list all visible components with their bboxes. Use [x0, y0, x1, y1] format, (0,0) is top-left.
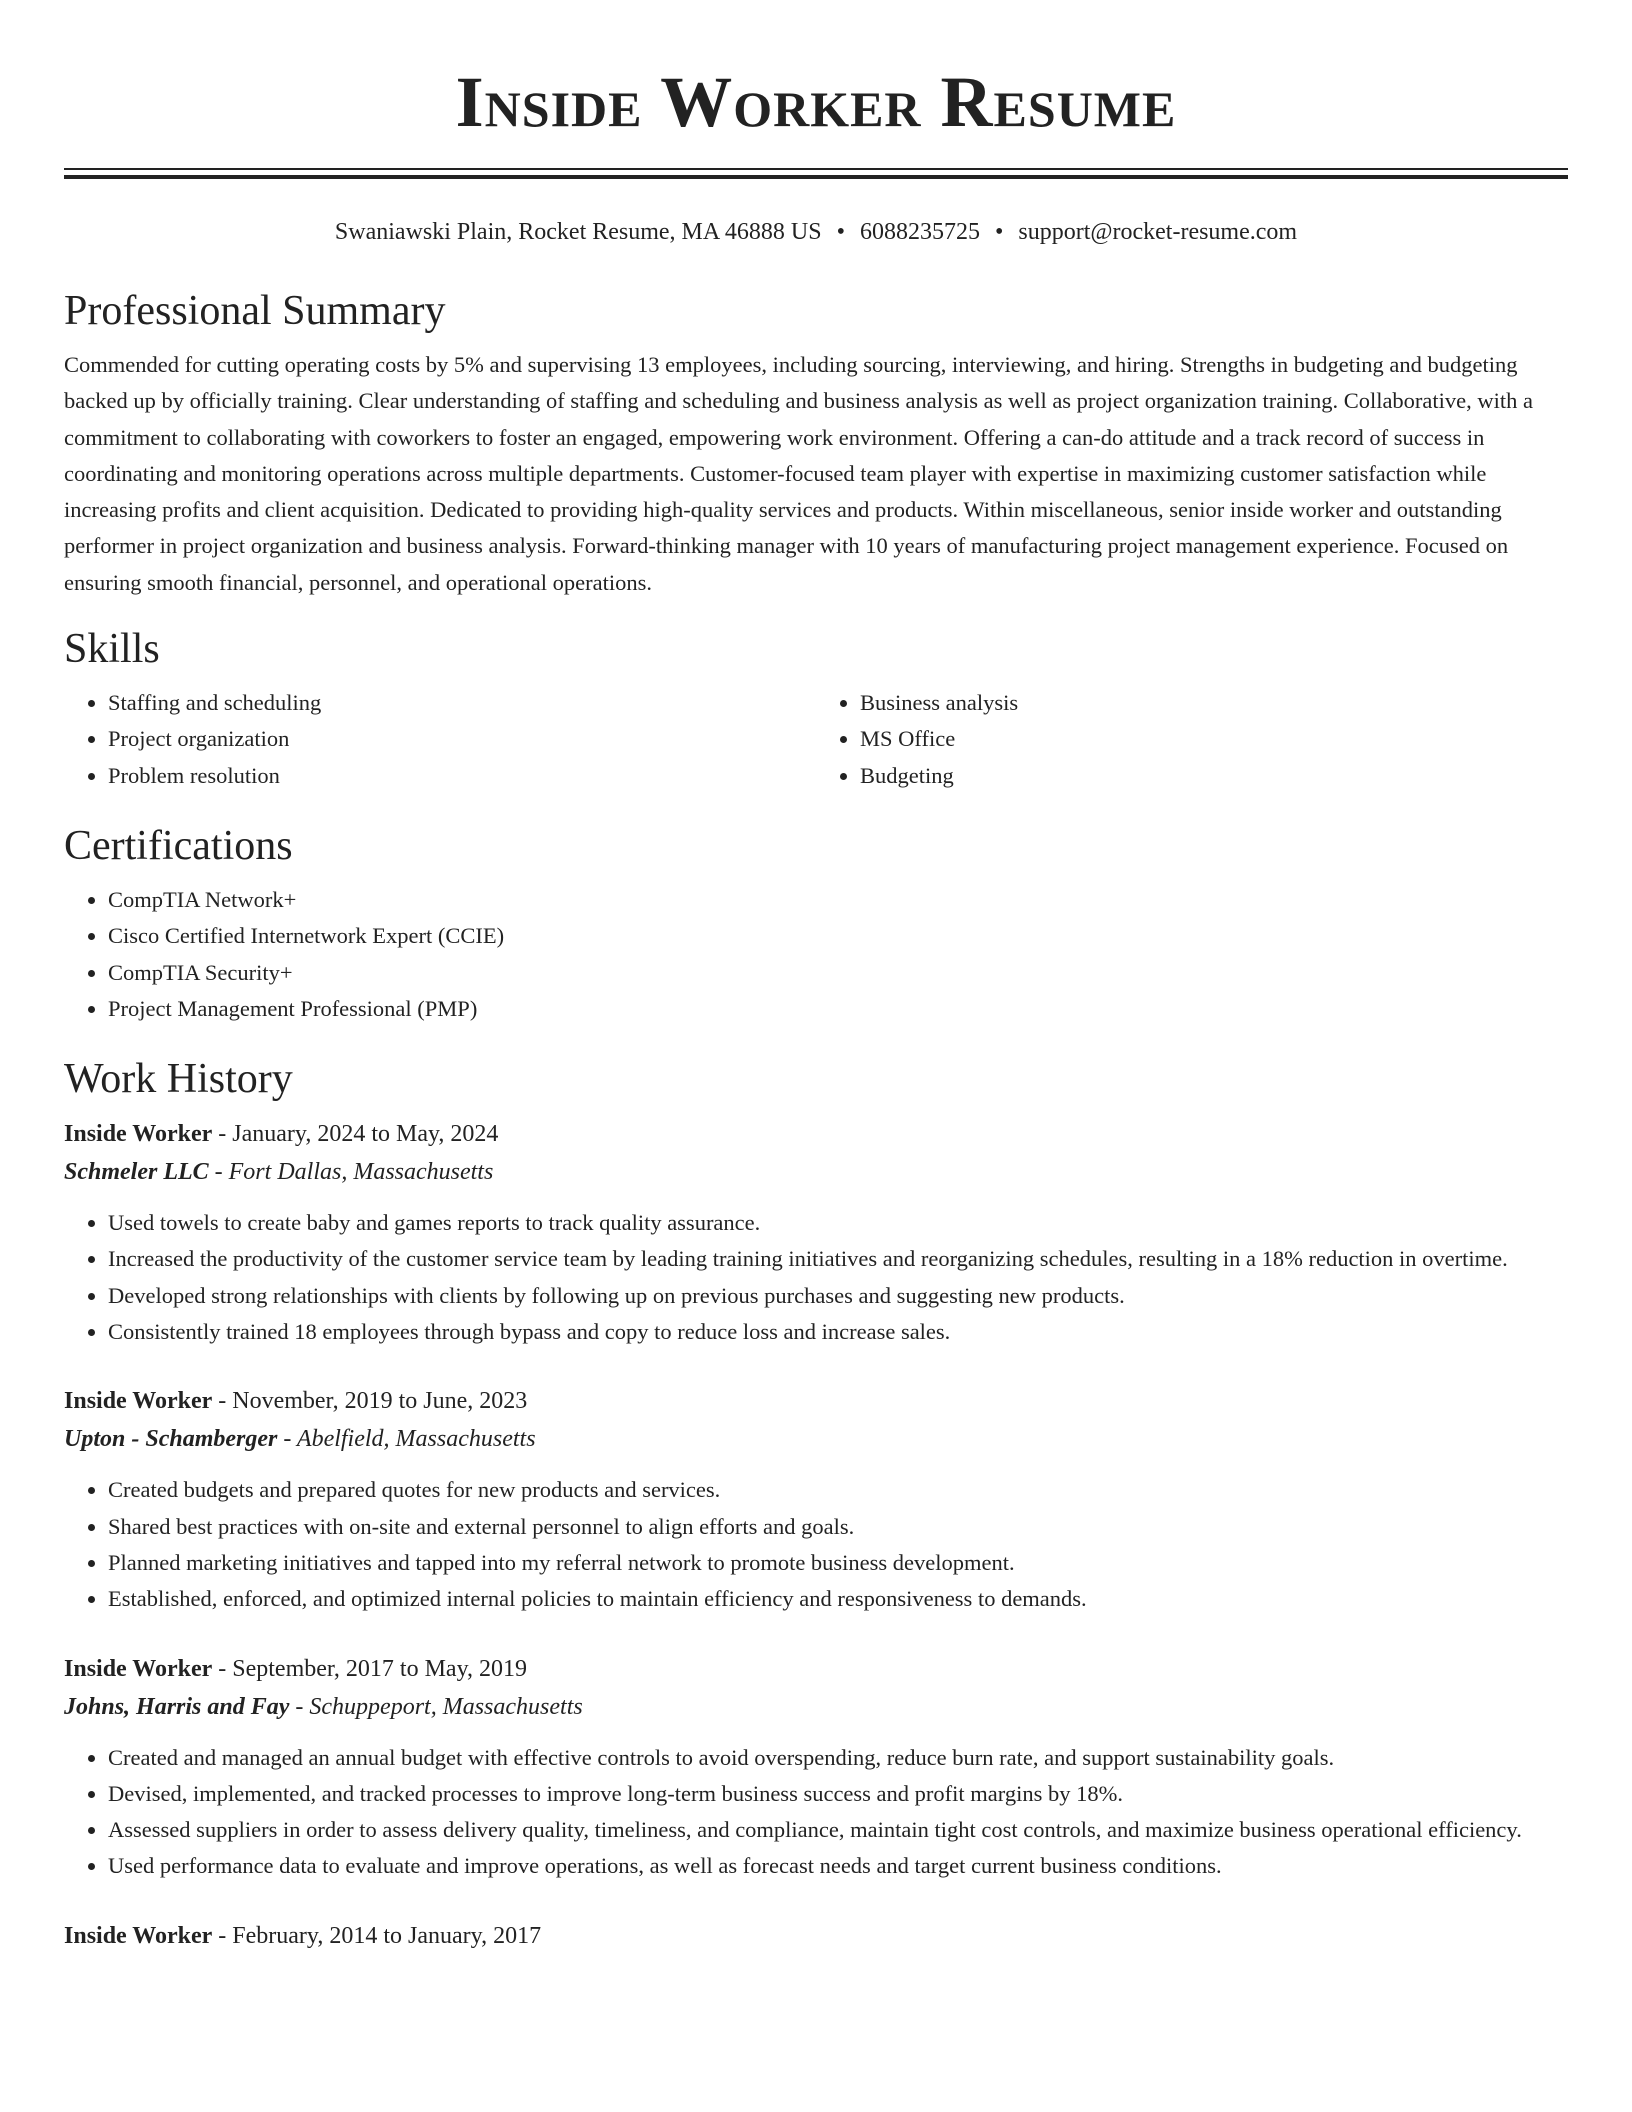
contact-email: support@rocket-resume.com: [1018, 219, 1298, 245]
job-header: [64, 1650, 1568, 1688]
job-location: - Fort Dallas, Massachusetts: [208, 1159, 494, 1186]
contact-line: [0, 212, 1632, 252]
job-bullet: • Created and managed an annual budget with effective controls to avoid overspending, reduce burn rate, and support sustainability goals.: [108, 1740, 1568, 1776]
skill-item: • Business analysis: [860, 685, 1568, 721]
job-company: Johns, Harris and Fay: [64, 1693, 290, 1720]
section-heading-work-history: Work History: [64, 1056, 293, 1103]
job-location: - Abelfield, Massachusetts: [277, 1426, 536, 1453]
skills-section: [64, 623, 1568, 794]
work-history-section: [64, 1053, 1568, 1955]
job-header: [64, 1382, 1568, 1420]
resume-title: Inside Worker Resume: [455, 62, 1177, 142]
job-bullets: [64, 1472, 1568, 1617]
contact-separator: •: [994, 219, 1004, 245]
contact-phone: 6088235725: [859, 219, 980, 245]
summary-text: Commended for cutting operating costs by 5% and supervising 13 employees, including sourcing, interviewing, and hiring. Strengths in budgeting and budgeting backed up by officially training. Clear understanding of staffing and scheduling and business analysis as well as project organization training. Collaborative, with a commitment to collaborating with coworkers to foster an engaged, empowering work environment. Offering a can-do attitude and a track record of success in coordinating and monitoring operations across multiple departments. Customer-focused team player with expertise in maximizing customer satisfaction while increasing profits and client acquisition. Dedicated to providing high-quality services and products. Within miscellaneous, senior inside worker and outstanding performer in project organization and business analysis. Forward-thinking manager with 10 years of manufacturing project management experience. Focused on ensuring smooth financial, personnel, and operational operations.: [64, 352, 1534, 595]
job-bullets: [64, 1205, 1568, 1350]
job-bullet: • Devised, implemented, and tracked processes to improve long-term business success and profit margins by 18%.: [108, 1776, 1568, 1812]
job-entry: [64, 1917, 1568, 1955]
certifications-section: [64, 820, 1568, 1027]
section-heading-skills: Skills: [64, 626, 160, 673]
contact-separator: •: [836, 219, 845, 245]
job-title: Inside Worker: [64, 1655, 213, 1682]
skill-item: • Budgeting: [860, 758, 1568, 794]
job-title: Inside Worker: [64, 1922, 213, 1949]
job-bullets: [64, 1740, 1568, 1885]
section-heading-certifications: Certifications: [64, 822, 293, 869]
job-bullet: • Developed strong relationships with clients by following up on previous purchases and suggesting new products.: [108, 1278, 1568, 1314]
job-bullet: • Assessed suppliers in order to assess delivery quality, timeliness, and compliance, maintain tight cost controls, and maximize business operational efficiency.: [108, 1812, 1568, 1848]
certifications-list: [64, 882, 1568, 1027]
skills-list-left: [64, 685, 816, 794]
job-dates: - September, 2017 to May, 2019: [212, 1655, 528, 1682]
job-bullet: • Used performance data to evaluate and improve operations, as well as forecast needs and target current business conditions.: [108, 1848, 1568, 1884]
certification-item: • Project Management Professional (PMP): [108, 991, 1568, 1027]
job-company-line: [64, 1420, 1568, 1458]
job-bullet: • Increased the productivity of the customer service team by leading training initiatives and reorganizing schedules, resulting in a 18% reduction in overtime.: [108, 1241, 1568, 1277]
job-entry: [64, 1382, 1568, 1617]
job-bullet: • Established, enforced, and optimized internal policies to maintain efficiency and responsiveness to demands.: [108, 1581, 1568, 1617]
job-bullet: • Used towels to create baby and games reports to track quality assurance.: [108, 1205, 1568, 1241]
contact-address: Swaniawski Plain, Rocket Resume, MA 46888 US: [334, 219, 822, 245]
job-dates: - November, 2019 to June, 2023: [212, 1388, 528, 1415]
section-heading-summary: Professional Summary: [64, 288, 446, 334]
job-entry: [64, 1115, 1568, 1350]
resume-body: [64, 285, 1568, 1955]
summary-section: [64, 285, 1568, 601]
skill-item: • MS Office: [860, 721, 1568, 757]
job-dates: - January, 2024 to May, 2024: [212, 1121, 499, 1148]
job-header: [64, 1917, 1568, 1955]
skill-item: • Staffing and scheduling: [108, 685, 816, 721]
skill-item: • Problem resolution: [108, 758, 816, 794]
job-bullet: • Planned marketing initiatives and tapped into my referral network to promote business development.: [108, 1545, 1568, 1581]
header-divider-thin: [64, 168, 1568, 170]
certification-item: • Cisco Certified Internetwork Expert (CCIE): [108, 918, 1568, 954]
job-company: Schmeler LLC: [64, 1159, 209, 1186]
skill-item: • Project organization: [108, 721, 816, 757]
header-divider-thick: [64, 175, 1568, 179]
job-title: Inside Worker: [64, 1121, 213, 1148]
job-company-line: [64, 1153, 1568, 1191]
job-dates: - February, 2014 to January, 2017: [212, 1922, 542, 1949]
certification-item: • CompTIA Security+: [108, 955, 1568, 991]
job-title: Inside Worker: [64, 1388, 213, 1415]
job-entry: [64, 1650, 1568, 1885]
certification-item: • CompTIA Network+: [108, 882, 1568, 918]
job-header: [64, 1115, 1568, 1153]
job-location: - Schuppeport, Massachusetts: [289, 1693, 583, 1720]
job-bullet: • Consistently trained 18 employees through bypass and copy to reduce loss and increase sales.: [108, 1314, 1568, 1350]
skills-columns: [64, 685, 1568, 794]
job-company-line: [64, 1688, 1568, 1726]
job-bullet: • Shared best practices with on-site and external personnel to align efforts and goals.: [108, 1509, 1568, 1545]
skills-list-right: [816, 685, 1568, 794]
job-company: Upton - Schamberger: [64, 1426, 278, 1453]
job-bullet: • Created budgets and prepared quotes for new products and services.: [108, 1472, 1568, 1508]
